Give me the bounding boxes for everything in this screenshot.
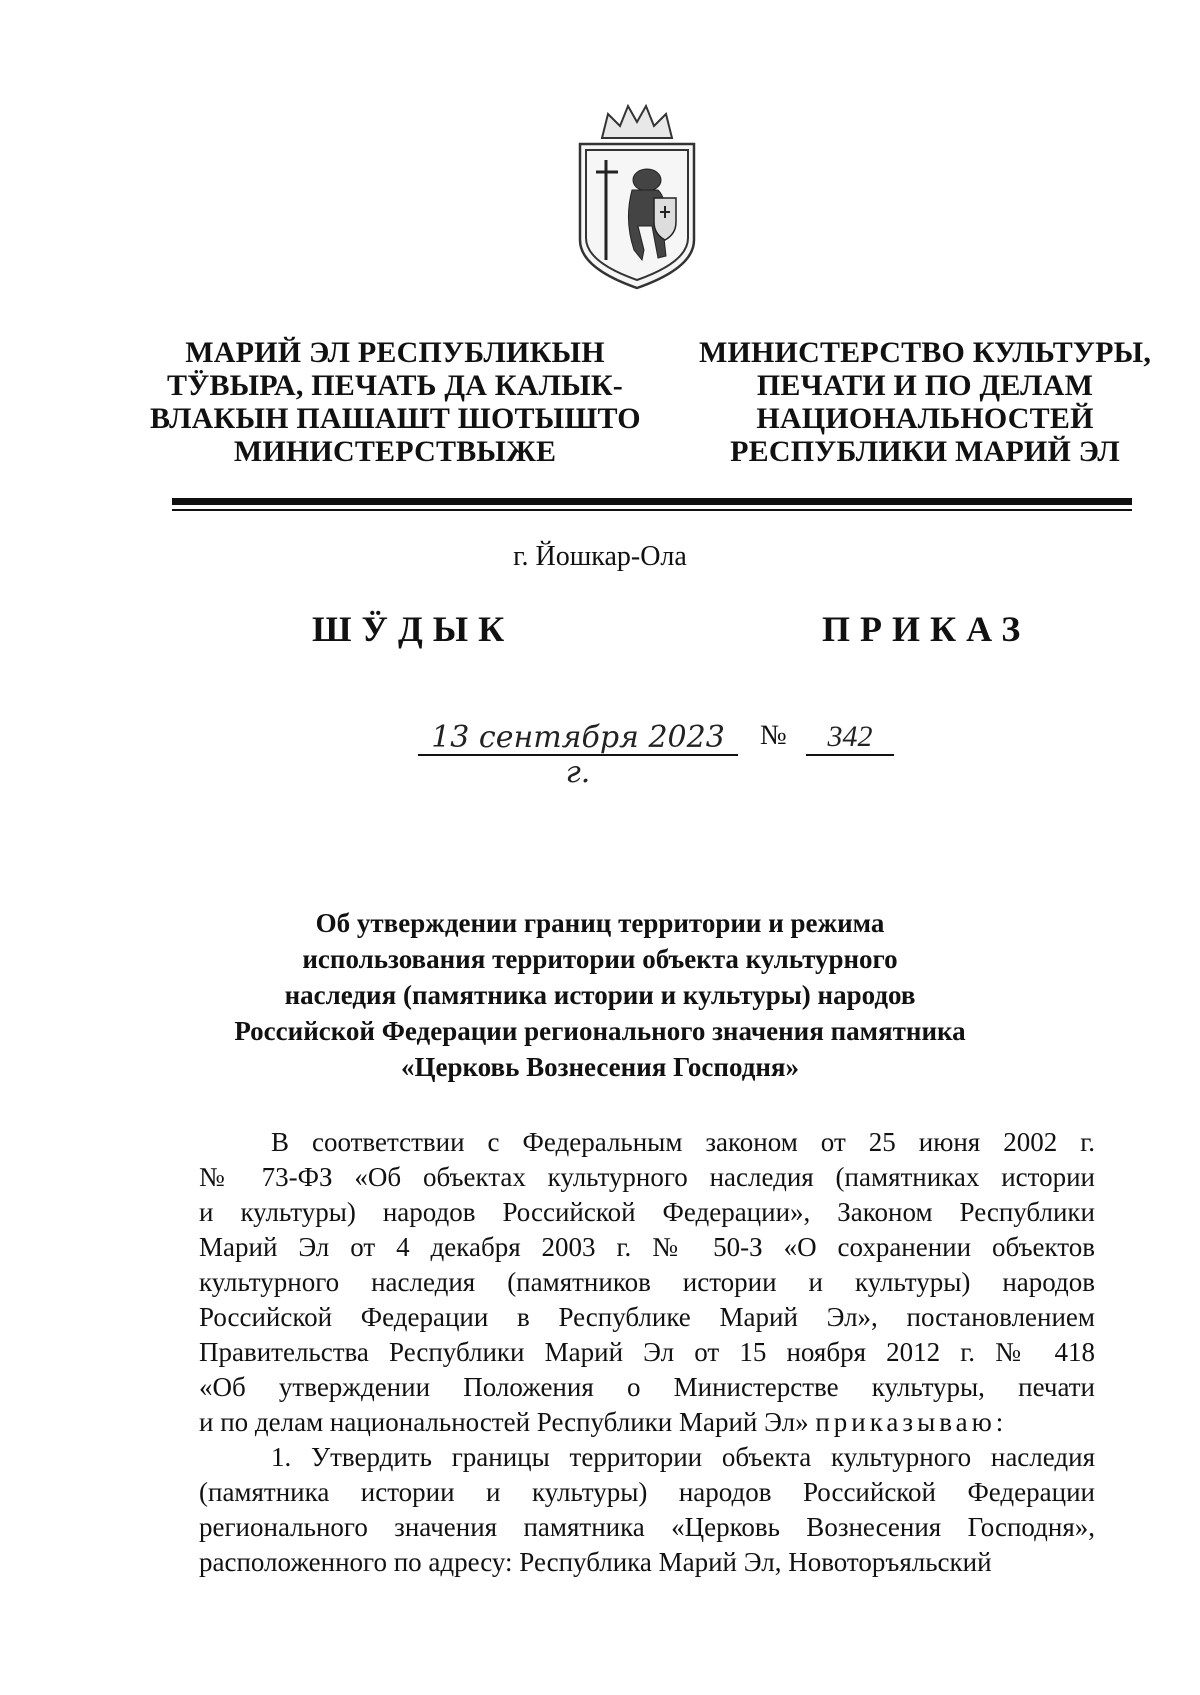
body-line: В соответствии с Федеральным законом от 25 июня 2002 г. bbox=[271, 1127, 1095, 1157]
document-title bbox=[0, 905, 1200, 1085]
body-line-with-order-verb bbox=[199, 1405, 1095, 1440]
ministry-name-mari-line: ВЛАКЫН ПАШАШТ ШОТЫШТО bbox=[150, 402, 641, 435]
handwritten-number: 342 bbox=[806, 720, 894, 756]
order-word-russian: ПРИКАЗ bbox=[822, 609, 1031, 649]
document-title-line: использования территории объекта культурного bbox=[302, 944, 898, 974]
document-body bbox=[199, 1125, 1095, 1580]
document-title-line: Российской Федерации регионального значения памятника bbox=[234, 1016, 966, 1046]
order-word-mari: ШӰДЫК bbox=[312, 609, 515, 649]
body-line: Российской Федерации в Республике Марий Эл», постановлением bbox=[199, 1302, 1095, 1332]
body-line: № 73-ФЗ «Об объектах культурного наследия (памятниках истории bbox=[199, 1162, 1095, 1192]
ministry-name-mari-line: МАРИЙ ЭЛ РЕСПУБЛИКЫН bbox=[185, 336, 605, 369]
ministry-name-russian bbox=[680, 336, 1170, 468]
body-line: регионального значения памятника «Церковь Вознесения Господня», bbox=[199, 1512, 1095, 1542]
ministry-name-mari bbox=[150, 336, 640, 468]
body-line: 1. Утвердить границы территории объекта культурного наследия bbox=[271, 1442, 1095, 1472]
body-line: расположенного по адресу: Республика Марий Эл, Новоторъяльский bbox=[199, 1547, 992, 1577]
handwritten-date: 13 сентября 2023 г. bbox=[418, 720, 738, 756]
body-line: (памятника истории и культуры) народов Российской Федерации bbox=[199, 1477, 1095, 1507]
ministry-name-russian-line: РЕСПУБЛИКИ МАРИЙ ЭЛ bbox=[730, 435, 1120, 468]
body-line: и культуры) народов Российской Федерации», Законом Республики bbox=[199, 1197, 1095, 1227]
document-title-line: «Церковь Вознесения Господня» bbox=[400, 1052, 800, 1082]
document-title-line: Об утверждении границ территории и режима bbox=[315, 908, 885, 938]
body-line: Правительства Республики Марий Эл от 15 ноября 2012 г. № 418 bbox=[199, 1337, 1095, 1367]
document-title-line: наследия (памятника истории и культуры) народов bbox=[284, 980, 916, 1010]
body-line: культурного наследия (памятников истории и культуры) народов bbox=[199, 1267, 1095, 1297]
ministry-name-mari-line: ТӰВЫРА, ПЕЧАТЬ ДА КАЛЫК- bbox=[167, 369, 623, 402]
header-divider-thin bbox=[172, 509, 1132, 511]
coat-of-arms-emblem bbox=[572, 100, 702, 300]
header-divider-thick bbox=[172, 498, 1132, 505]
body-line: Марий Эл от 4 декабря 2003 г. № 50-З «О сохранении объектов bbox=[199, 1232, 1095, 1262]
ministry-name-russian-line: МИНИСТЕРСТВО КУЛЬТУРЫ, bbox=[698, 336, 1152, 369]
body-line: «Об утверждении Положения о Министерстве культуры, печати bbox=[199, 1372, 1095, 1402]
ministry-name-russian-line: НАЦИОНАЛЬНОСТЕЙ bbox=[756, 402, 1094, 435]
ministry-name-russian-line: ПЕЧАТИ И ПО ДЕЛАМ bbox=[756, 369, 1094, 402]
number-sign: № bbox=[760, 720, 787, 751]
body-line: и по делам национальностей Республики Марий Эл» bbox=[199, 1407, 809, 1437]
ministry-name-mari-line: МИНИСТЕРСТВЫЖЕ bbox=[233, 435, 557, 468]
order-verb: приказываю: bbox=[815, 1407, 1008, 1437]
city-name: г. Йошкар-Ола bbox=[513, 541, 687, 572]
